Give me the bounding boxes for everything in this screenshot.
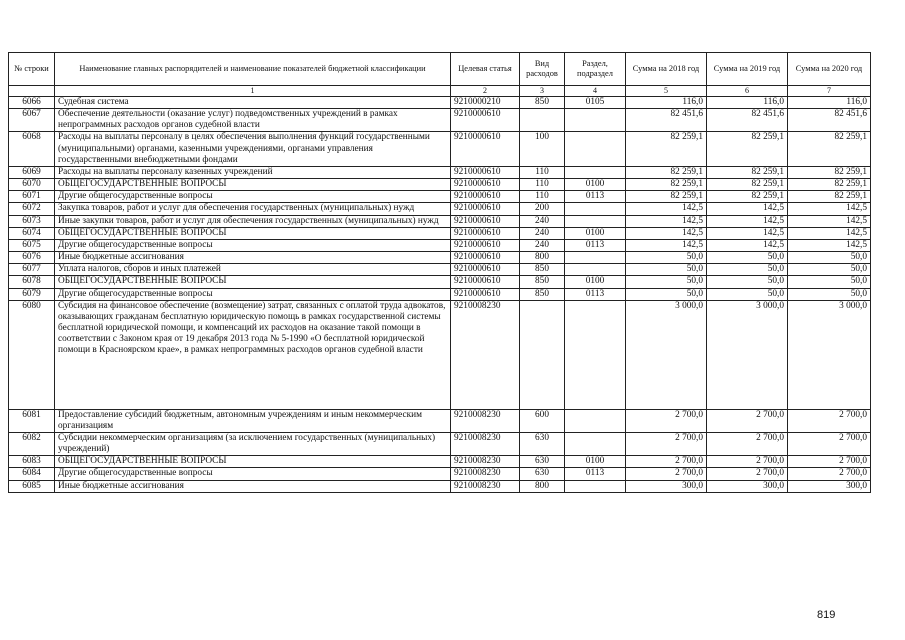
header-sum-2018: Сумма на 2018 год — [626, 53, 707, 86]
row-number-cell: 6076 — [9, 252, 55, 264]
expense-type-cell: 110 — [520, 191, 565, 203]
sum-2019-cell: 3 000,0 — [707, 300, 788, 409]
table-row — [9, 203, 871, 215]
target-article-cell: 9210000610 — [451, 276, 520, 288]
row-number-cell: 6085 — [9, 480, 55, 492]
sum-2018-cell: 142,5 — [626, 239, 707, 251]
sum-2019-cell: 142,5 — [707, 239, 788, 251]
expense-type-cell: 850 — [520, 288, 565, 300]
expense-type-cell: 240 — [520, 239, 565, 251]
sum-2020-cell: 116,0 — [788, 97, 871, 109]
section-cell — [565, 203, 626, 215]
sum-2018-cell: 82 259,1 — [626, 191, 707, 203]
row-number-cell: 6070 — [9, 179, 55, 191]
sum-2019-cell: 2 700,0 — [707, 468, 788, 480]
section-cell: 0105 — [565, 97, 626, 109]
table-row — [9, 97, 871, 109]
target-article-cell: 9210000610 — [451, 252, 520, 264]
expense-type-cell: 110 — [520, 179, 565, 191]
row-number-cell: 6079 — [9, 288, 55, 300]
row-number-cell: 6077 — [9, 264, 55, 276]
budget-table — [8, 52, 871, 493]
section-cell — [565, 215, 626, 227]
item-name-cell: ОБЩЕГОСУДАРСТВЕННЫЕ ВОПРОСЫ — [55, 227, 451, 239]
table-row — [9, 288, 871, 300]
table-row — [9, 132, 871, 166]
item-name-cell: Закупка товаров, работ и услуг для обеспечения государственных (муниципальных) нужд — [55, 203, 451, 215]
item-name-cell: Уплата налогов, сборов и иных платежей — [55, 264, 451, 276]
sum-2020-cell: 2 700,0 — [788, 456, 871, 468]
sum-2018-cell: 2 700,0 — [626, 432, 707, 455]
section-cell — [565, 252, 626, 264]
row-number-cell: 6066 — [9, 97, 55, 109]
expense-type-cell: 800 — [520, 480, 565, 492]
section-cell — [565, 264, 626, 276]
sum-2020-cell: 50,0 — [788, 252, 871, 264]
sum-2019-cell: 50,0 — [707, 288, 788, 300]
expense-type-cell: 850 — [520, 97, 565, 109]
table-row — [9, 227, 871, 239]
row-number-cell: 6074 — [9, 227, 55, 239]
row-number-cell: 6082 — [9, 432, 55, 455]
header-row-number: № строки — [9, 53, 55, 86]
section-cell — [565, 132, 626, 166]
row-number-cell: 6075 — [9, 239, 55, 251]
page-number: 819 — [817, 609, 836, 621]
sum-2018-cell: 3 000,0 — [626, 300, 707, 409]
sum-2020-cell: 3 000,0 — [788, 300, 871, 409]
row-number-cell: 6081 — [9, 409, 55, 432]
sum-2019-cell: 142,5 — [707, 227, 788, 239]
item-name-cell: Иные бюджетные ассигнования — [55, 252, 451, 264]
table-row — [9, 179, 871, 191]
item-name-cell: ОБЩЕГОСУДАРСТВЕННЫЕ ВОПРОСЫ — [55, 276, 451, 288]
table-row — [9, 432, 871, 455]
row-number-cell: 6073 — [9, 215, 55, 227]
section-cell: 0100 — [565, 227, 626, 239]
expense-type-cell: 600 — [520, 409, 565, 432]
header-row — [9, 53, 871, 86]
target-article-cell: 9210008230 — [451, 480, 520, 492]
column-number: 5 — [626, 86, 707, 97]
sum-2019-cell: 300,0 — [707, 480, 788, 492]
expense-type-cell: 200 — [520, 203, 565, 215]
sum-2018-cell: 142,5 — [626, 227, 707, 239]
sum-2018-cell: 82 259,1 — [626, 179, 707, 191]
sum-2020-cell: 82 451,6 — [788, 109, 871, 132]
sum-2020-cell: 142,5 — [788, 215, 871, 227]
section-cell — [565, 300, 626, 409]
column-number: 1 — [55, 86, 451, 97]
target-article-cell: 9210000610 — [451, 288, 520, 300]
sum-2020-cell: 2 700,0 — [788, 432, 871, 455]
sum-2018-cell: 50,0 — [626, 276, 707, 288]
table-row — [9, 264, 871, 276]
item-name-cell: Обеспечение деятельности (оказание услуг) подведомственных учреждений в рамках непрограммных расходов органов судебной власти — [55, 109, 451, 132]
sum-2020-cell: 2 700,0 — [788, 468, 871, 480]
sum-2019-cell: 82 259,1 — [707, 166, 788, 178]
section-cell — [565, 166, 626, 178]
sum-2018-cell: 50,0 — [626, 288, 707, 300]
sum-2019-cell: 82 259,1 — [707, 179, 788, 191]
sum-2018-cell: 116,0 — [626, 97, 707, 109]
table-row — [9, 166, 871, 178]
section-cell: 0113 — [565, 468, 626, 480]
sum-2019-cell: 2 700,0 — [707, 456, 788, 468]
table-row — [9, 276, 871, 288]
sum-2019-cell: 82 259,1 — [707, 132, 788, 166]
target-article-cell: 9210000210 — [451, 97, 520, 109]
table-row — [9, 252, 871, 264]
expense-type-cell — [520, 300, 565, 409]
sum-2018-cell: 82 451,6 — [626, 109, 707, 132]
target-article-cell: 9210008230 — [451, 409, 520, 432]
section-cell: 0113 — [565, 191, 626, 203]
target-article-cell: 9210000610 — [451, 227, 520, 239]
sum-2018-cell: 82 259,1 — [626, 132, 707, 166]
item-name-cell: Расходы на выплаты персоналу казенных учреждений — [55, 166, 451, 178]
sum-2020-cell: 82 259,1 — [788, 132, 871, 166]
table-row — [9, 468, 871, 480]
item-name-cell: Предоставление субсидий бюджетным, автономным учреждениям и иным некоммерческим организациям — [55, 409, 451, 432]
item-name-cell: Субсидии некоммерческим организациям (за исключением государственных (муниципальных) учреждений) — [55, 432, 451, 455]
item-name-cell: Другие общегосударственные вопросы — [55, 191, 451, 203]
sum-2019-cell: 2 700,0 — [707, 409, 788, 432]
sum-2019-cell: 50,0 — [707, 276, 788, 288]
item-name-cell: Субсидия на финансовое обеспечение (возмещение) затрат, связанных с оплатой труда адвокатов, оказывающих гражданам бесплатную юридическую помощь в рамках государственной системы бесплатной юридической помощи, и компенсаций их расходов на оказание такой помощи в соответствии с Законом края от 19 декабря 2013 года № 5-1990 «О бесплатной юридической помощи в Красноярском крае», в рамках непрограммных расходов органов судебной власти — [55, 300, 451, 409]
target-article-cell: 9210000610 — [451, 179, 520, 191]
target-article-cell: 9210000610 — [451, 132, 520, 166]
column-number-row — [9, 86, 871, 97]
sum-2019-cell: 82 451,6 — [707, 109, 788, 132]
sum-2019-cell: 116,0 — [707, 97, 788, 109]
sum-2018-cell: 142,5 — [626, 203, 707, 215]
sum-2019-cell: 2 700,0 — [707, 432, 788, 455]
sum-2020-cell: 142,5 — [788, 227, 871, 239]
sum-2018-cell: 142,5 — [626, 215, 707, 227]
sum-2020-cell: 142,5 — [788, 239, 871, 251]
section-cell — [565, 409, 626, 432]
table-row — [9, 456, 871, 468]
table-row — [9, 480, 871, 492]
section-cell: 0100 — [565, 456, 626, 468]
table-body — [9, 97, 871, 493]
target-article-cell: 9210000610 — [451, 264, 520, 276]
item-name-cell: Расходы на выплаты персоналу в целях обеспечения выполнения функций государственными (муниципальными) органами, казенными учреждениями, органами управления государственными внебюджетными фондами — [55, 132, 451, 166]
row-number-cell: 6069 — [9, 166, 55, 178]
sum-2020-cell: 82 259,1 — [788, 179, 871, 191]
item-name-cell: Другие общегосударственные вопросы — [55, 288, 451, 300]
row-number-cell: 6067 — [9, 109, 55, 132]
target-article-cell: 9210000610 — [451, 166, 520, 178]
item-name-cell: Иные бюджетные ассигнования — [55, 480, 451, 492]
sum-2019-cell: 50,0 — [707, 252, 788, 264]
target-article-cell: 9210000610 — [451, 109, 520, 132]
header-sum-2020: Сумма на 2020 год — [788, 53, 871, 86]
section-cell — [565, 480, 626, 492]
sum-2019-cell: 82 259,1 — [707, 191, 788, 203]
expense-type-cell: 240 — [520, 215, 565, 227]
column-number: 2 — [451, 86, 520, 97]
table-row — [9, 239, 871, 251]
sum-2019-cell: 50,0 — [707, 264, 788, 276]
sum-2018-cell: 82 259,1 — [626, 166, 707, 178]
table-row — [9, 109, 871, 132]
expense-type-cell: 630 — [520, 456, 565, 468]
expense-type-cell — [520, 109, 565, 132]
sum-2019-cell: 142,5 — [707, 203, 788, 215]
row-number-cell: 6084 — [9, 468, 55, 480]
sum-2018-cell: 50,0 — [626, 264, 707, 276]
target-article-cell: 9210000610 — [451, 203, 520, 215]
target-article-cell: 9210000610 — [451, 191, 520, 203]
row-number-cell: 6078 — [9, 276, 55, 288]
column-number — [9, 86, 55, 97]
row-number-cell: 6083 — [9, 456, 55, 468]
header-target-article: Целевая статья — [451, 53, 520, 86]
sum-2020-cell: 82 259,1 — [788, 191, 871, 203]
item-name-cell: Судебная система — [55, 97, 451, 109]
row-number-cell: 6071 — [9, 191, 55, 203]
section-cell: 0113 — [565, 288, 626, 300]
column-number: 4 — [565, 86, 626, 97]
expense-type-cell: 800 — [520, 252, 565, 264]
header-sum-2019: Сумма на 2019 год — [707, 53, 788, 86]
item-name-cell: ОБЩЕГОСУДАРСТВЕННЫЕ ВОПРОСЫ — [55, 456, 451, 468]
section-cell — [565, 432, 626, 455]
sum-2018-cell: 50,0 — [626, 252, 707, 264]
expense-type-cell: 850 — [520, 264, 565, 276]
table-row — [9, 300, 871, 409]
section-cell: 0100 — [565, 179, 626, 191]
item-name-cell: ОБЩЕГОСУДАРСТВЕННЫЕ ВОПРОСЫ — [55, 179, 451, 191]
row-number-cell: 6072 — [9, 203, 55, 215]
sum-2019-cell: 142,5 — [707, 215, 788, 227]
sum-2018-cell: 2 700,0 — [626, 409, 707, 432]
item-name-cell: Другие общегосударственные вопросы — [55, 239, 451, 251]
sum-2020-cell: 50,0 — [788, 276, 871, 288]
sum-2020-cell: 50,0 — [788, 264, 871, 276]
target-article-cell: 9210000610 — [451, 215, 520, 227]
header-expense-type: Вид расходов — [520, 53, 565, 86]
target-article-cell: 9210008230 — [451, 456, 520, 468]
expense-type-cell: 850 — [520, 276, 565, 288]
sum-2020-cell: 2 700,0 — [788, 409, 871, 432]
table-row — [9, 215, 871, 227]
sum-2018-cell: 2 700,0 — [626, 456, 707, 468]
section-cell: 0100 — [565, 276, 626, 288]
expense-type-cell: 110 — [520, 166, 565, 178]
table-row — [9, 409, 871, 432]
target-article-cell: 9210000610 — [451, 239, 520, 251]
item-name-cell: Иные закупки товаров, работ и услуг для обеспечения государственных (муниципальных) нужд — [55, 215, 451, 227]
section-cell: 0113 — [565, 239, 626, 251]
target-article-cell: 9210008230 — [451, 300, 520, 409]
section-cell — [565, 109, 626, 132]
expense-type-cell: 630 — [520, 432, 565, 455]
sum-2018-cell: 2 700,0 — [626, 468, 707, 480]
item-name-cell: Другие общегосударственные вопросы — [55, 468, 451, 480]
sum-2020-cell: 50,0 — [788, 288, 871, 300]
sum-2018-cell: 300,0 — [626, 480, 707, 492]
sum-2020-cell: 300,0 — [788, 480, 871, 492]
target-article-cell: 9210008230 — [451, 468, 520, 480]
expense-type-cell: 100 — [520, 132, 565, 166]
target-article-cell: 9210008230 — [451, 432, 520, 455]
sum-2020-cell: 142,5 — [788, 203, 871, 215]
header-section: Раздел, подраздел — [565, 53, 626, 86]
row-number-cell: 6068 — [9, 132, 55, 166]
column-number: 6 — [707, 86, 788, 97]
row-number-cell: 6080 — [9, 300, 55, 409]
expense-type-cell: 240 — [520, 227, 565, 239]
header-name: Наименование главных распорядителей и наименование показателей бюджетной классификации — [55, 53, 451, 86]
column-number: 3 — [520, 86, 565, 97]
column-number: 7 — [788, 86, 871, 97]
sum-2020-cell: 82 259,1 — [788, 166, 871, 178]
table-row — [9, 191, 871, 203]
expense-type-cell: 630 — [520, 468, 565, 480]
